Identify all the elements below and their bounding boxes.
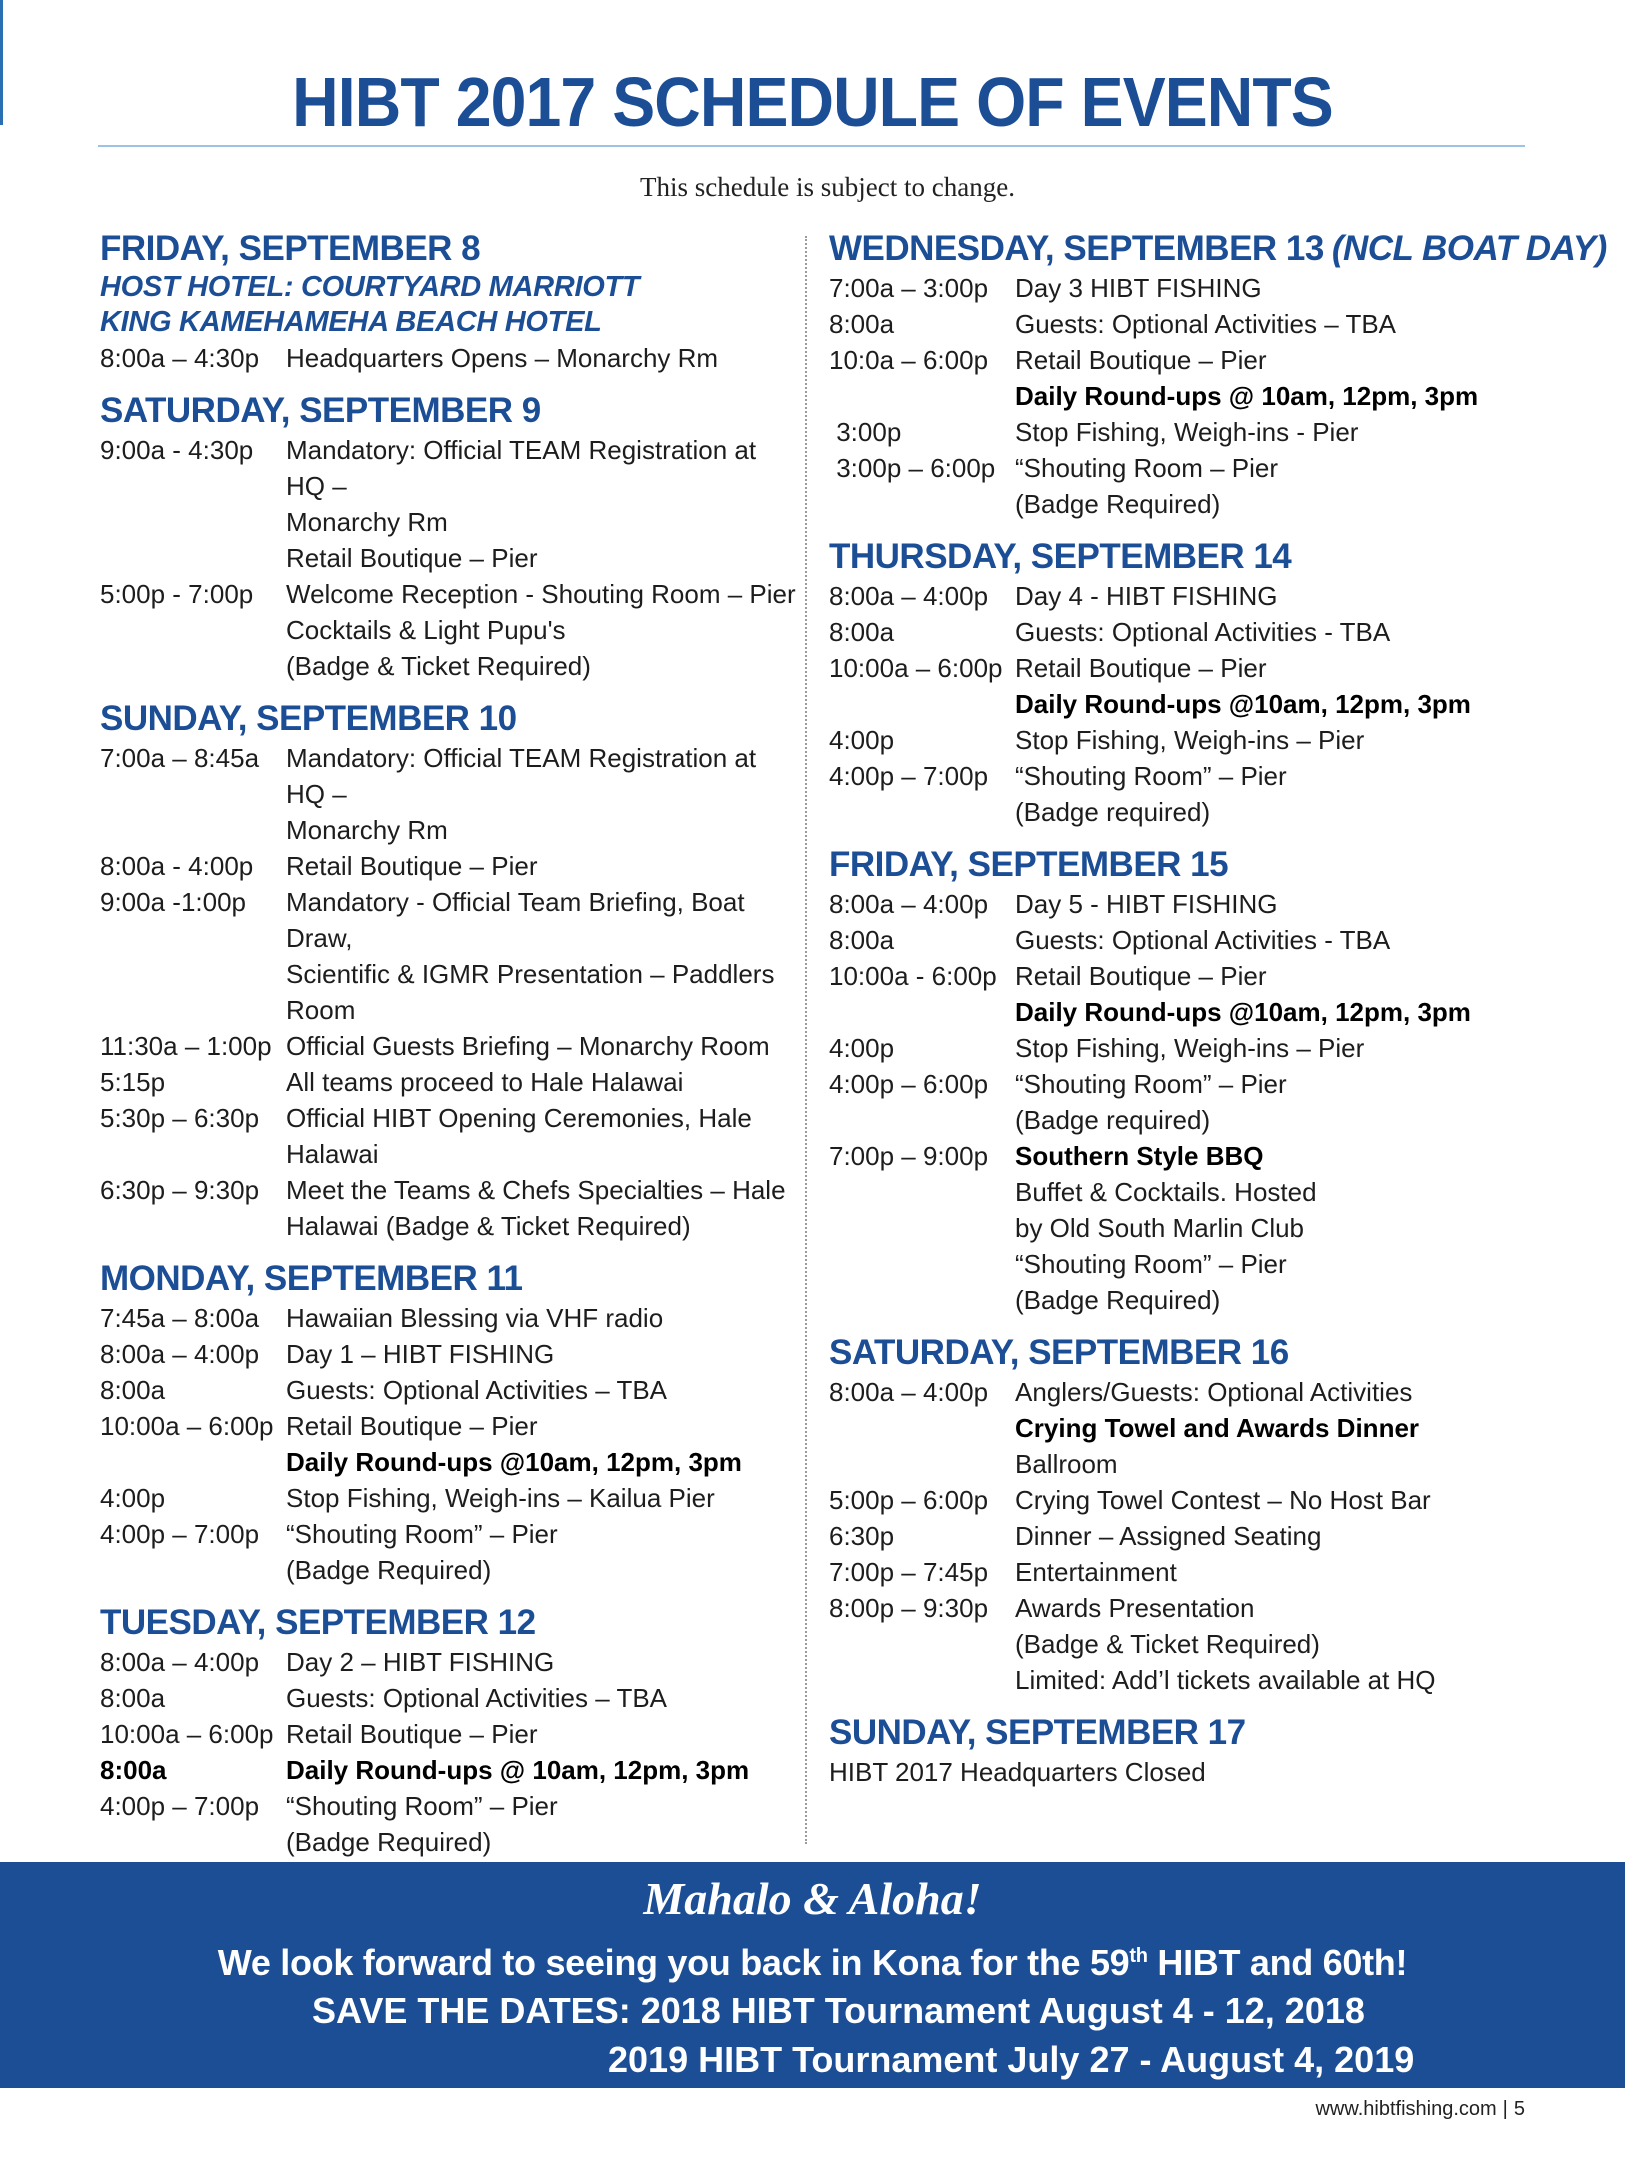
event-description: All teams proceed to Hale Halawai xyxy=(286,1067,684,1097)
look-forward-text: We look forward to seeing you back in Kona for the 59th HIBT and 60th! xyxy=(217,1942,1408,1983)
day-block xyxy=(100,1602,800,1860)
schedule-row xyxy=(829,886,1549,922)
save-dates-2018: SAVE THE DATES: 2018 HIBT Tournament August 4 - 12, 2018 xyxy=(312,1990,1365,2031)
event-time: 5:00p - 7:00p xyxy=(100,579,254,609)
event-description: Day 4 - HIBT FISHING xyxy=(1015,581,1278,611)
schedule-row xyxy=(829,578,1549,614)
schedule-row xyxy=(829,1590,1549,1698)
event-description: Guests: Optional Activities – TBA xyxy=(1015,309,1397,339)
event-time: 8:00a xyxy=(829,617,895,647)
event-time: 6:30p – 9:30p xyxy=(100,1175,260,1205)
schedule-disclaimer: This schedule is subject to change. xyxy=(640,172,1015,202)
schedule-row xyxy=(829,1174,1549,1318)
left-column xyxy=(100,228,800,1874)
host-hotel: HOST HOTEL: COURTYARD MARRIOTT KING KAMEHAMEHA BEACH HOTEL xyxy=(100,271,640,338)
schedule-row xyxy=(100,1064,800,1100)
mahalo-heading: Mahalo & Aloha! xyxy=(643,1873,982,1924)
page-title: HIBT 2017 SCHEDULE OF EVENTS xyxy=(292,63,1333,141)
event-description: Daily Round-ups @10am, 12pm, 3pm xyxy=(286,1447,742,1477)
schedule-row xyxy=(829,614,1549,650)
event-description: Guests: Optional Activities - TBA xyxy=(1015,925,1391,955)
day-block xyxy=(829,1332,1549,1698)
event-time: 8:00a – 4:00p xyxy=(829,581,989,611)
event-time: 7:00a – 3:00p xyxy=(829,273,989,303)
schedule-row xyxy=(100,1172,800,1244)
day-heading xyxy=(100,1258,800,1300)
day-heading xyxy=(100,228,800,270)
event-description: Meet the Teams & Chefs Specialties – Hale Halawai (Badge & Ticket Required) xyxy=(286,1175,786,1241)
schedule-row xyxy=(100,1336,800,1372)
day-heading xyxy=(100,1602,800,1644)
day-heading-text: THURSDAY, SEPTEMBER 14 xyxy=(829,537,1292,576)
event-description: Stop Fishing, Weigh-ins – Pier xyxy=(1015,1033,1365,1063)
day-block xyxy=(100,390,800,684)
schedule-row xyxy=(829,722,1549,758)
day-block xyxy=(829,1712,1549,1790)
event-time: 9:00a - 4:30p xyxy=(100,435,254,465)
event-time xyxy=(829,994,1015,1030)
schedule-row xyxy=(829,1410,1549,1446)
save-dates-2019: 2019 HIBT Tournament July 27 - August 4, 2019 xyxy=(608,2039,1415,2080)
event-description: Mandatory: Official TEAM Registration at HQ – Monarchy Rm xyxy=(286,743,757,845)
event-description: Dinner – Assigned Seating xyxy=(1015,1521,1322,1551)
hq-closed-note: HIBT 2017 Headquarters Closed xyxy=(829,1757,1206,1787)
event-time: 7:00a – 8:45a xyxy=(100,743,260,773)
footer-separator: | xyxy=(1502,2098,1508,2120)
event-time: 10:00a – 6:00p xyxy=(829,653,1003,683)
event-description: Stop Fishing, Weigh-ins – Kailua Pier xyxy=(286,1483,715,1513)
event-time xyxy=(829,378,1015,414)
closing-banner xyxy=(0,1862,1625,2088)
day-block xyxy=(829,228,1607,522)
footer-url[interactable]: www.hibtfishing.com xyxy=(1315,2098,1497,2120)
event-time: 7:00p – 9:00p xyxy=(829,1141,989,1171)
schedule-row xyxy=(829,270,1549,306)
event-description: Headquarters Opens – Monarchy Rm xyxy=(286,343,719,373)
schedule-row xyxy=(100,1752,800,1788)
day-heading xyxy=(829,1332,1549,1374)
event-time: 4:00p – 6:00p xyxy=(829,1069,989,1099)
schedule-row xyxy=(100,740,800,848)
day-heading-text: TUESDAY, SEPTEMBER 12 xyxy=(100,1603,536,1642)
schedule-row xyxy=(829,1138,1549,1174)
event-description: Retail Boutique – Pier xyxy=(286,851,538,881)
day-block xyxy=(100,1258,800,1588)
right-column xyxy=(829,228,1607,1804)
day-heading xyxy=(100,390,800,432)
schedule-row xyxy=(829,922,1549,958)
event-description: Retail Boutique – Pier xyxy=(1015,345,1267,375)
event-time: 8:00p – 9:30p xyxy=(829,1593,989,1623)
event-time: 7:45a – 8:00a xyxy=(100,1303,260,1333)
schedule-row xyxy=(829,342,1549,378)
event-time xyxy=(100,1444,286,1480)
schedule-row xyxy=(100,848,800,884)
event-description: Entertainment xyxy=(1015,1557,1177,1587)
day-heading-note: (NCL BOAT DAY) xyxy=(1331,229,1607,268)
event-description: Retail Boutique – Pier xyxy=(1015,653,1267,683)
title-rule xyxy=(98,145,1525,147)
day-heading-text: SUNDAY, SEPTEMBER 10 xyxy=(100,699,517,738)
event-description: Daily Round-ups @ 10am, 12pm, 3pm xyxy=(286,1755,750,1785)
event-description: Day 5 - HIBT FISHING xyxy=(1015,889,1278,919)
event-description: Buffet & Cocktails. Hosted by Old South Marlin Club “Shouting Room” – Pier (Badge Required) xyxy=(1015,1177,1317,1315)
schedule-row xyxy=(829,1554,1549,1590)
event-description: Guests: Optional Activities – TBA xyxy=(286,1375,668,1405)
event-time: 4:00p – 7:00p xyxy=(829,761,989,791)
schedule-row xyxy=(829,1374,1549,1410)
day-heading-text: MONDAY, SEPTEMBER 11 xyxy=(100,1259,523,1298)
event-time: 8:00a – 4:30p xyxy=(100,343,260,373)
day-heading-text: SATURDAY, SEPTEMBER 16 xyxy=(829,1333,1289,1372)
event-description: Daily Round-ups @10am, 12pm, 3pm xyxy=(1015,689,1471,719)
schedule-row xyxy=(829,378,1549,414)
event-time: 5:15p xyxy=(100,1067,166,1097)
schedule-row xyxy=(100,1372,800,1408)
event-description: Awards Presentation (Badge & Ticket Required) Limited: Add’l tickets available at HQ xyxy=(1015,1593,1436,1695)
day-heading xyxy=(829,536,1549,578)
event-description: Hawaiian Blessing via VHF radio xyxy=(286,1303,664,1333)
event-description: Guests: Optional Activities – TBA xyxy=(286,1683,668,1713)
event-description: Day 2 – HIBT FISHING xyxy=(286,1647,555,1677)
event-description: Crying Towel Contest – No Host Bar xyxy=(1015,1485,1431,1515)
event-time: 4:00p xyxy=(829,1033,895,1063)
schedule-row xyxy=(829,994,1549,1030)
page-number: 5 xyxy=(1513,2098,1525,2120)
schedule-row xyxy=(100,1408,800,1444)
event-time xyxy=(829,1174,1015,1318)
schedule-row xyxy=(100,576,800,684)
schedule-row xyxy=(100,884,800,1028)
event-time xyxy=(829,686,1015,722)
event-time: 6:30p xyxy=(829,1521,895,1551)
schedule-row xyxy=(829,1518,1549,1554)
event-description: Guests: Optional Activities - TBA xyxy=(1015,617,1391,647)
event-time: 8:00a – 4:00p xyxy=(829,1377,989,1407)
event-time: 8:00a xyxy=(100,1683,166,1713)
event-time: 8:00a xyxy=(100,1755,167,1785)
event-time: 10:00a – 6:00p xyxy=(100,1411,274,1441)
schedule-row xyxy=(100,1516,800,1588)
event-time: 4:00p xyxy=(829,725,895,755)
day-heading xyxy=(829,228,1607,270)
schedule-row xyxy=(100,1444,800,1480)
event-description: Anglers/Guests: Optional Activities xyxy=(1015,1377,1413,1407)
event-description: Stop Fishing, Weigh-ins – Pier xyxy=(1015,725,1365,755)
event-description: Day 3 HIBT FISHING xyxy=(1015,273,1262,303)
event-description: Retail Boutique – Pier xyxy=(286,1411,538,1441)
event-description: “Shouting Room” – Pier (Badge Required) xyxy=(286,1791,558,1857)
event-time: 4:00p – 7:00p xyxy=(100,1519,260,1549)
event-description: Retail Boutique – Pier xyxy=(286,1719,538,1749)
event-description: Mandatory: Official TEAM Registration at HQ – Monarchy Rm Retail Boutique – Pier xyxy=(286,435,757,573)
event-time: 8:00a - 4:00p xyxy=(100,851,254,881)
event-time: 7:00p – 7:45p xyxy=(829,1557,989,1587)
event-time: 8:00a – 4:00p xyxy=(100,1339,260,1369)
schedule-row xyxy=(829,686,1549,722)
schedule-row xyxy=(100,1100,800,1172)
day-block xyxy=(100,228,800,376)
event-time: 11:30a – 1:00p xyxy=(100,1031,272,1061)
event-description: Official HIBT Opening Ceremonies, Hale Halawai xyxy=(286,1103,752,1169)
event-time: 8:00a xyxy=(829,309,895,339)
event-time: 10:0a – 6:00p xyxy=(829,345,989,375)
day-heading xyxy=(100,698,800,740)
event-time: 5:30p – 6:30p xyxy=(100,1103,260,1133)
day-block xyxy=(829,536,1549,830)
event-description: “Shouting Room – Pier (Badge Required) xyxy=(1015,453,1279,519)
event-description: Daily Round-ups @10am, 12pm, 3pm xyxy=(1015,997,1471,1027)
event-description: Ballroom xyxy=(1015,1449,1118,1479)
event-time: 3:00p xyxy=(829,417,902,447)
schedule-row xyxy=(829,758,1549,830)
schedule-row xyxy=(100,432,800,576)
event-description: “Shouting Room” – Pier (Badge required) xyxy=(1015,761,1287,827)
event-description: Mandatory - Official Team Briefing, Boat Draw, Scientific & IGMR Presentation – Paddlers Room xyxy=(286,887,775,1025)
day-heading xyxy=(829,844,1549,886)
event-time: 10:00a - 6:00p xyxy=(829,961,997,991)
day-heading xyxy=(829,1712,1549,1754)
page-footer xyxy=(1315,2098,1525,2121)
event-time: 8:00a xyxy=(100,1375,166,1405)
event-description: Day 1 – HIBT FISHING xyxy=(286,1339,555,1369)
event-description: Crying Towel and Awards Dinner xyxy=(1015,1413,1420,1443)
schedule-row xyxy=(829,650,1549,686)
event-description: “Shouting Room” – Pier (Badge Required) xyxy=(286,1519,558,1585)
schedule-row xyxy=(829,1482,1549,1518)
schedule-row xyxy=(829,958,1549,994)
event-time: 8:00a xyxy=(829,925,895,955)
event-time xyxy=(829,1446,1015,1482)
schedule-row xyxy=(100,1028,800,1064)
schedule-row xyxy=(829,1030,1549,1066)
schedule-row xyxy=(100,340,800,376)
event-description: Welcome Reception - Shouting Room – Pier Cocktails & Light Pupu's (Badge & Ticket Required) xyxy=(286,579,796,681)
schedule-row xyxy=(829,414,1549,450)
event-description: “Shouting Room” – Pier (Badge required) xyxy=(1015,1069,1287,1135)
schedule-row xyxy=(100,1644,800,1680)
day-heading-text: SATURDAY, SEPTEMBER 9 xyxy=(100,391,541,430)
schedule-row xyxy=(100,1716,800,1752)
schedule-row xyxy=(829,1446,1549,1482)
schedule-row xyxy=(100,1300,800,1336)
event-time: 10:00a – 6:00p xyxy=(100,1719,274,1749)
event-description: Official Guests Briefing – Monarchy Room xyxy=(286,1031,770,1061)
event-description: Southern Style BBQ xyxy=(1015,1141,1264,1171)
event-time: 8:00a – 4:00p xyxy=(100,1647,260,1677)
day-block xyxy=(829,844,1549,1318)
event-time xyxy=(829,1410,1015,1446)
schedule-row xyxy=(829,306,1549,342)
schedule-row xyxy=(100,1480,800,1516)
day-heading-text: SUNDAY, SEPTEMBER 17 xyxy=(829,1713,1246,1752)
schedule-row xyxy=(829,1066,1549,1138)
day-block xyxy=(100,698,800,1244)
day-heading-text: FRIDAY, SEPTEMBER 15 xyxy=(829,845,1229,884)
day-heading-text: WEDNESDAY, SEPTEMBER 13 xyxy=(829,229,1324,268)
schedule-row xyxy=(100,1788,800,1860)
left-accent-bar xyxy=(0,0,3,125)
column-divider xyxy=(805,236,807,1844)
event-time: 8:00a – 4:00p xyxy=(829,889,989,919)
schedule-row xyxy=(829,450,1549,522)
day-heading-text: FRIDAY, SEPTEMBER 8 xyxy=(100,229,481,268)
event-description: Retail Boutique – Pier xyxy=(1015,961,1267,991)
event-description: Stop Fishing, Weigh-ins - Pier xyxy=(1015,417,1359,447)
event-time: 3:00p – 6:00p xyxy=(829,453,996,483)
event-description: Daily Round-ups @ 10am, 12pm, 3pm xyxy=(1015,381,1479,411)
schedule-row xyxy=(100,1680,800,1716)
event-time: 5:00p – 6:00p xyxy=(829,1485,989,1515)
event-time: 9:00a -1:00p xyxy=(100,887,247,917)
event-time: 4:00p – 7:00p xyxy=(100,1791,260,1821)
event-time: 4:00p xyxy=(100,1483,166,1513)
